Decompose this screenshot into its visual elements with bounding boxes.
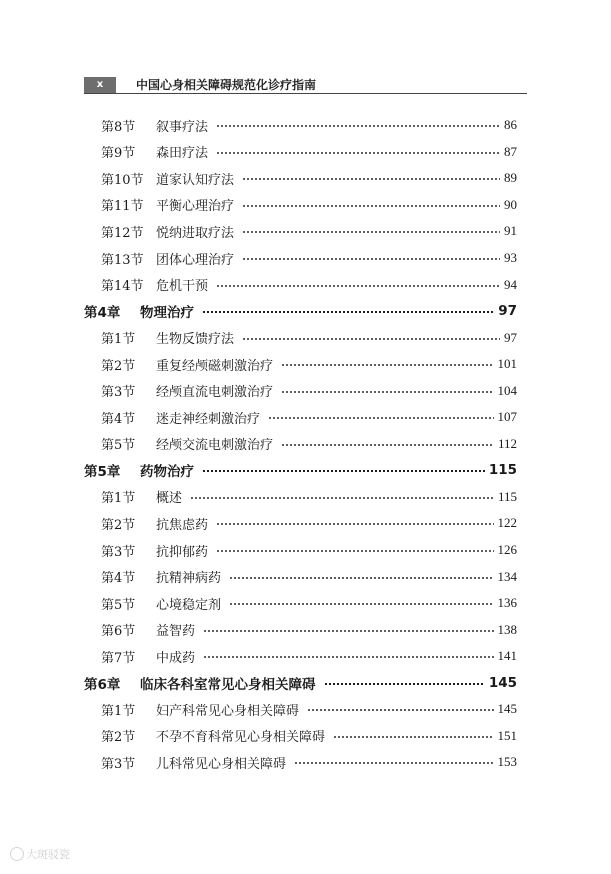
toc-section-entry[interactable] — [84, 351, 517, 378]
toc-entry-number: 第4节 — [101, 571, 136, 587]
toc-section-entry[interactable] — [84, 723, 517, 750]
toc-chapter-entry[interactable] — [84, 298, 517, 325]
toc-entry-page: 94 — [504, 276, 517, 292]
watermark-text: 大斑驳瓷 — [26, 848, 70, 861]
toc-entry-number: 第10节 — [101, 172, 144, 188]
toc-entry-number: 第5章 — [84, 464, 121, 481]
toc-entry-title: 叙事疗法 — [156, 119, 209, 135]
toc-section-entry[interactable] — [84, 218, 517, 245]
toc-entry-title: 抗焦虑药 — [156, 517, 209, 533]
toc-entry-title: 益智药 — [156, 624, 196, 640]
toc-section-entry[interactable] — [84, 510, 517, 537]
toc-entry-page: 87 — [504, 143, 517, 159]
toc-entry-page: 136 — [497, 595, 517, 611]
toc-leader-dots — [229, 603, 493, 605]
toc-entry-title: 妇产科常见心身相关障碍 — [156, 703, 300, 719]
toc-entry-page: 122 — [497, 515, 517, 531]
toc-entry-page: 90 — [504, 196, 517, 212]
toc-entry-page: 153 — [497, 754, 517, 770]
toc-leader-dots — [294, 762, 493, 764]
toc-entry-number: 第9节 — [101, 146, 136, 162]
toc-entry-title: 临床各科室常见心身相关障碍 — [140, 676, 316, 693]
header-rule — [84, 93, 527, 94]
toc-leader-dots — [216, 523, 493, 525]
toc-leader-dots — [203, 630, 493, 632]
toc-entry-title: 中成药 — [156, 650, 196, 666]
toc-section-entry[interactable] — [84, 404, 517, 431]
toc-leader-dots — [202, 470, 485, 472]
toc-leader-dots — [190, 497, 494, 499]
toc-entry-page: 107 — [497, 409, 517, 425]
toc-section-entry[interactable] — [84, 484, 517, 511]
toc-entry-number: 第2节 — [101, 517, 136, 533]
toc-section-entry[interactable] — [84, 590, 517, 617]
toc-leader-dots — [242, 205, 500, 207]
toc-chapter-entry[interactable] — [84, 457, 517, 484]
toc-entry-title: 经颅直流电刺激治疗 — [156, 385, 274, 401]
toc-leader-dots — [281, 444, 494, 446]
toc-entry-number: 第2节 — [101, 730, 136, 746]
toc-entry-title: 迷走神经刺激治疗 — [156, 411, 261, 427]
toc-entry-number: 第5节 — [101, 597, 136, 613]
toc-entry-number: 第4章 — [84, 305, 121, 322]
toc-entry-page: 89 — [504, 170, 517, 186]
toc-entry-page: 97 — [504, 329, 517, 345]
toc-leader-dots — [203, 656, 493, 658]
toc-leader-dots — [202, 311, 494, 313]
toc-entry-page: 104 — [497, 382, 517, 398]
toc-leader-dots — [216, 125, 500, 127]
toc-entry-number: 第3节 — [101, 756, 136, 772]
toc-entry-number: 第5节 — [101, 438, 136, 454]
table-of-contents — [84, 112, 517, 776]
toc-entry-title: 平衡心理治疗 — [156, 199, 235, 215]
toc-entry-number: 第13节 — [101, 252, 144, 268]
toc-entry-title: 危机干预 — [156, 279, 209, 295]
toc-section-entry[interactable] — [84, 616, 517, 643]
toc-leader-dots — [281, 391, 493, 393]
toc-leader-dots — [281, 364, 493, 366]
toc-entry-page: 93 — [504, 250, 517, 265]
toc-entry-page: 151 — [497, 727, 517, 743]
toc-leader-dots — [268, 417, 493, 419]
toc-section-entry[interactable] — [84, 643, 517, 670]
header-book-title: 中国心身相关障碍规范化诊疗指南 — [136, 78, 317, 92]
toc-entry-page: 86 — [504, 117, 517, 133]
toc-section-entry[interactable] — [84, 324, 517, 351]
toc-entry-number: 第8节 — [101, 119, 136, 135]
toc-entry-page: 112 — [497, 435, 517, 451]
toc-section-entry[interactable] — [84, 245, 517, 272]
toc-entry-number: 第6章 — [84, 676, 121, 693]
toc-section-entry[interactable] — [84, 271, 517, 298]
toc-entry-number: 第12节 — [101, 225, 144, 241]
toc-entry-title: 不孕不育科常见心身相关障碍 — [156, 730, 326, 746]
toc-entry-title: 森田疗法 — [156, 146, 209, 162]
toc-entry-title: 抗抑郁药 — [156, 544, 209, 560]
toc-entry-title: 心境稳定剂 — [156, 597, 222, 613]
toc-entry-page: 141 — [497, 648, 517, 664]
toc-section-entry[interactable] — [84, 537, 517, 564]
toc-entry-title: 儿科常见心身相关障碍 — [156, 756, 287, 772]
toc-entry-page: 138 — [497, 621, 517, 637]
toc-entry-page: 115 — [488, 462, 517, 479]
toc-section-entry[interactable] — [84, 431, 517, 458]
toc-entry-page: 145 — [497, 701, 517, 717]
toc-section-entry[interactable] — [84, 377, 517, 404]
toc-entry-title: 生物反馈疗法 — [156, 332, 235, 348]
toc-leader-dots — [216, 550, 493, 552]
toc-leader-dots — [333, 736, 493, 738]
header-page-number: x — [84, 77, 116, 93]
toc-leader-dots — [242, 338, 500, 340]
toc-section-entry[interactable] — [84, 165, 517, 192]
toc-entry-title: 道家认知疗法 — [156, 172, 235, 188]
toc-entry-page: 126 — [497, 542, 517, 558]
toc-entry-number: 第2节 — [101, 358, 136, 374]
toc-entry-page: 145 — [488, 674, 517, 691]
toc-section-entry[interactable] — [84, 139, 517, 166]
toc-leader-dots — [242, 178, 500, 180]
toc-entry-title: 概述 — [156, 491, 183, 507]
toc-entry-page: 97 — [498, 303, 517, 320]
watermark — [10, 846, 70, 862]
toc-section-entry[interactable] — [84, 696, 517, 723]
toc-entry-number: 第11节 — [101, 199, 144, 215]
running-header — [84, 77, 527, 93]
toc-entry-number: 第7节 — [101, 650, 136, 666]
toc-leader-dots — [324, 683, 485, 685]
toc-entry-number: 第3节 — [101, 544, 136, 560]
toc-entry-page: 134 — [497, 568, 517, 584]
toc-section-entry[interactable] — [84, 563, 517, 590]
toc-entry-page: 91 — [504, 223, 517, 239]
toc-entry-page: 101 — [497, 356, 517, 372]
toc-entry-number: 第6节 — [101, 624, 136, 640]
toc-section-entry[interactable] — [84, 112, 517, 139]
toc-entry-number: 第1节 — [101, 491, 136, 507]
toc-entry-title: 重复经颅磁刺激治疗 — [156, 358, 274, 374]
toc-leader-dots — [216, 285, 500, 287]
toc-chapter-entry[interactable] — [84, 669, 517, 696]
toc-entry-title: 物理治疗 — [140, 305, 194, 322]
toc-entry-title: 悦纳进取疗法 — [156, 225, 235, 241]
toc-entry-number: 第1节 — [101, 332, 136, 348]
toc-entry-number: 第14节 — [101, 279, 144, 295]
toc-entry-number: 第1节 — [101, 703, 136, 719]
toc-leader-dots — [229, 577, 493, 579]
toc-entry-title: 抗精神病药 — [156, 571, 222, 587]
toc-leader-dots — [307, 709, 493, 711]
toc-leader-dots — [216, 152, 500, 154]
toc-entry-title: 经颅交流电刺激治疗 — [156, 438, 274, 454]
toc-leader-dots — [242, 258, 500, 260]
toc-leader-dots — [242, 231, 500, 233]
toc-section-entry[interactable] — [84, 192, 517, 219]
toc-entry-number: 第4节 — [101, 411, 136, 427]
toc-entry-title: 药物治疗 — [140, 464, 194, 481]
watermark-logo-icon — [10, 847, 24, 861]
toc-entry-title: 团体心理治疗 — [156, 252, 235, 268]
toc-section-entry[interactable] — [84, 749, 517, 776]
toc-entry-number: 第3节 — [101, 385, 136, 401]
toc-entry-page: 115 — [497, 488, 517, 504]
